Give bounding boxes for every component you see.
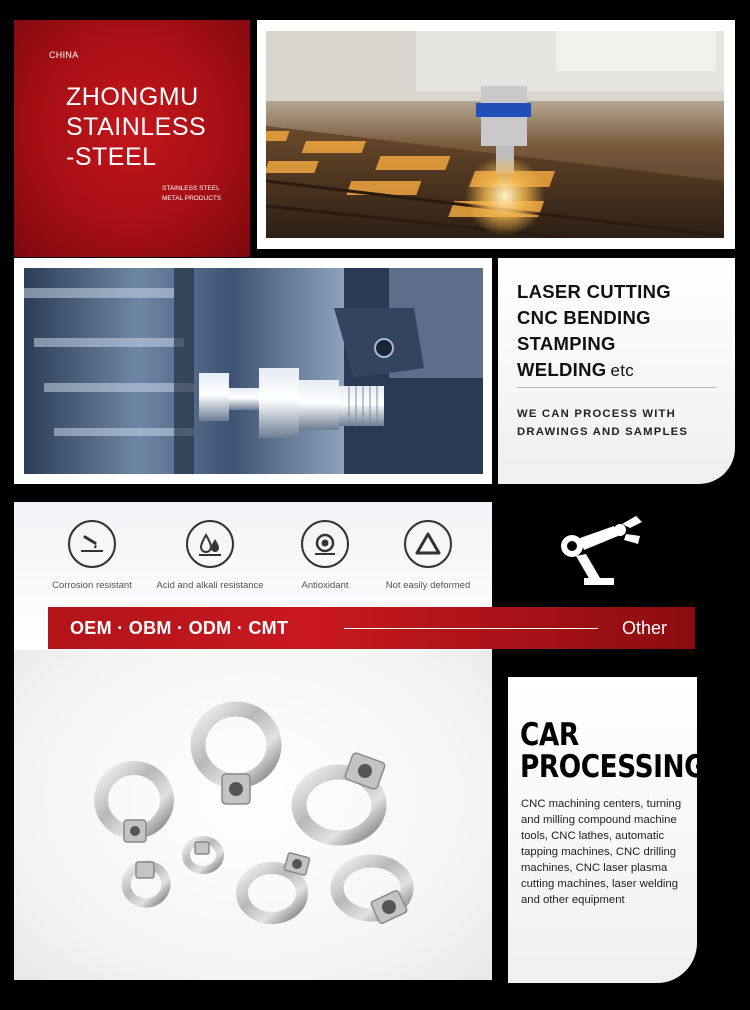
oem-banner <box>48 607 695 649</box>
process-card <box>498 258 735 484</box>
process-etc: etc <box>610 361 635 380</box>
laser-photo-frame <box>257 20 735 249</box>
brand-subtitle: STAINLESS STEEL METAL PRODUCTS <box>162 185 222 202</box>
cnc-machining-photo <box>24 268 483 474</box>
property-label: Corrosion resistant <box>52 580 132 591</box>
process-stamping: STAMPING <box>517 333 616 354</box>
antioxidant-icon <box>301 520 349 568</box>
process-laser-cutting: LASER CUTTING <box>517 281 671 302</box>
cnc-photo-frame <box>14 258 492 484</box>
property-corrosion <box>27 520 157 591</box>
property-label: Acid and alkali resistance <box>156 580 264 591</box>
process-welding: WELDING <box>517 359 607 380</box>
brand-title: ZHONGMU STAINLESS -STEEL <box>66 83 207 171</box>
other-text: Other <box>622 618 668 638</box>
corrosion-icon <box>68 520 116 568</box>
property-acid <box>145 520 275 591</box>
car-processing-heading: CAR PROCESSING <box>520 717 706 785</box>
car-processing-card <box>508 677 706 983</box>
process-sub-line-1: WE CAN PROCESS WITH <box>517 408 676 420</box>
car-processing-description: CNC machining centers, turning and milling compound machine tools, CNC lathes, automatic tapping machines, CNC drilling machines, CNC laser plasma cutting machines, laser welding and other equipment <box>521 798 682 906</box>
brand-card <box>14 20 250 257</box>
process-cnc-bending: CNC BENDING <box>517 307 651 328</box>
droplets-icon <box>186 520 234 568</box>
process-divider <box>517 387 717 388</box>
robot-arm-icon <box>556 514 648 586</box>
brand-country: CHINA <box>49 50 79 60</box>
oem-text: OEM · OBM · ODM · CMT <box>70 618 289 638</box>
property-deform <box>363 520 493 591</box>
property-label: Not easily deformed <box>385 580 471 591</box>
process-welding-line <box>517 359 634 381</box>
laser-cutting-photo <box>266 31 724 238</box>
eye-nuts-photo <box>14 650 492 980</box>
property-label: Antioxidant <box>301 580 349 591</box>
banner-rule <box>344 628 598 629</box>
triangle-icon <box>404 520 452 568</box>
process-sub-line-2: DRAWINGS AND SAMPLES <box>517 426 689 438</box>
